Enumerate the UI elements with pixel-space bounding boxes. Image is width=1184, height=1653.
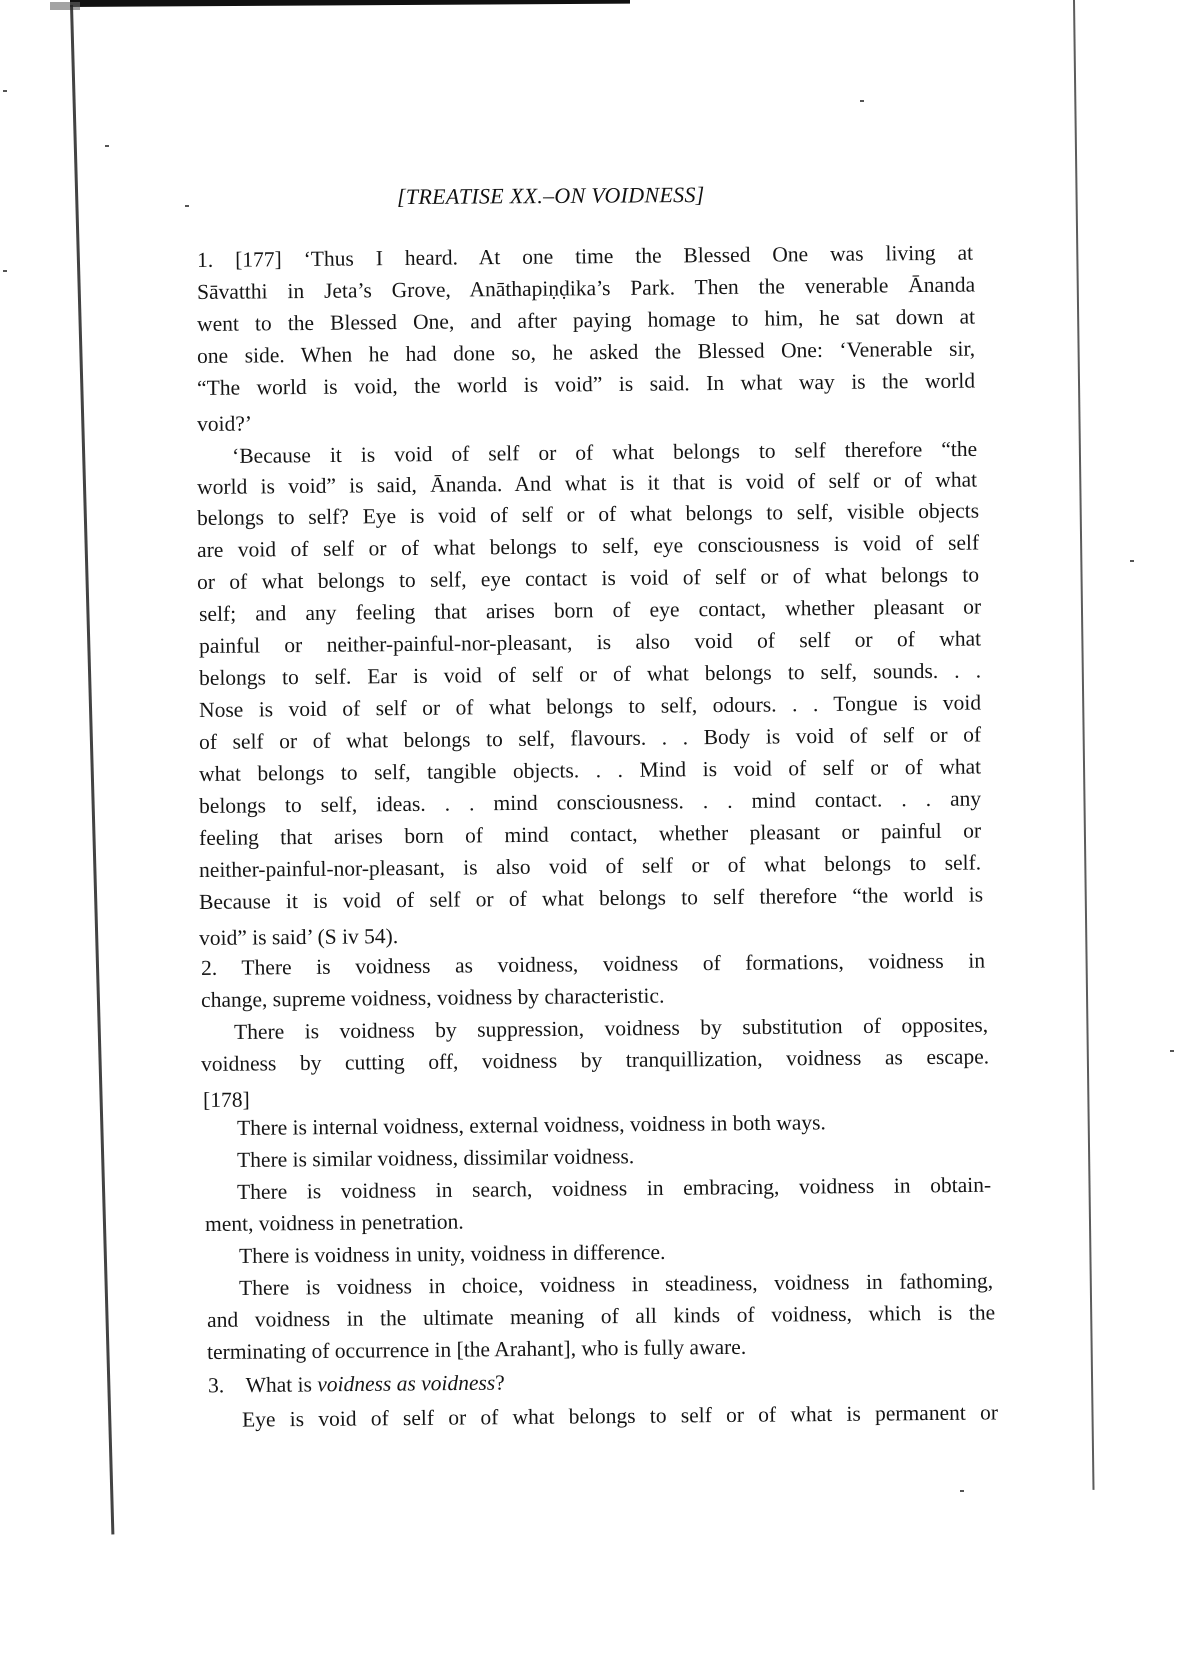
text-line: belongs to self? Eye is void of self or of what belongs to self, visible objects: [196, 498, 980, 530]
text-line: void” is said’ (S iv 54).: [198, 924, 399, 950]
text-line: Nose is void of self or of what belongs to self, odours. . . Tongue is void: [198, 690, 982, 722]
scan-speck: [105, 145, 109, 147]
section-question-term: voidness as voidness: [317, 1370, 496, 1397]
text-line: 2. There is voidness as voidness, voidness of formations, voidness in: [200, 948, 986, 980]
text-line: world is void” is said, Ānanda. And what is it that is void of self or of what: [196, 467, 978, 499]
text-line: terminating of occurrence in [the Arahant], who is fully aware.: [206, 1334, 747, 1364]
text-line: change, supreme voidness, voidness by characteristic.: [200, 983, 665, 1012]
text-line: ment, voidness in penetration.: [204, 1209, 464, 1236]
text-line: of self or of what belongs to self, flavours. . . Body is void of self or of: [198, 722, 982, 754]
text-line: There is voidness in unity, voidness in difference.: [238, 1239, 666, 1268]
text-line: belongs to self, ideas. . . mind consciousness. . . mind contact. . . any: [198, 786, 982, 818]
text-line: neither-painful-nor-pleasant, is also void of self or of what belongs to self.: [198, 850, 982, 882]
text-line: Sāvatthi in Jeta’s Grove, Anāthapiṇḍika’s Park. Then the venerable Ānanda: [196, 272, 976, 304]
scan-speck: [860, 100, 864, 102]
scan-speck: [960, 1490, 964, 1492]
scan-top-edge-fade: [50, 2, 80, 10]
scan-right-page-edge: [1073, 0, 1095, 1490]
text-line: 1. [177] ‘Thus I heard. At one time the Blessed One was living at: [196, 240, 974, 272]
scan-left-page-edge: [70, 5, 114, 1535]
text-line: went to the Blessed One, and after paying homage to him, he sat down at: [196, 304, 976, 336]
text-line: and voidness in the ultimate meaning of all kinds of voidness, which is the: [206, 1300, 996, 1332]
section-question-prefix: What is: [245, 1372, 318, 1398]
text-line: void?’: [196, 411, 253, 436]
section-3-continuation: Eye is void of self or of what belongs to self or of what is permanent or: [241, 1400, 999, 1432]
text-line: voidness by cutting off, voidness by tranquillization, voidness as escape.: [200, 1044, 990, 1076]
text-line: There is similar voidness, dissimilar voidness.: [236, 1144, 635, 1172]
text-line: what belongs to self, tangible objects. . . Mind is void of self or of what: [198, 754, 982, 786]
text-line: There is voidness by suppression, voidness by substitution of opposites,: [233, 1012, 989, 1044]
text-line: “The world is void, the world is void” is said. In what way is the world: [196, 368, 976, 400]
text-line: or of what belongs to self, eye contact is void of self or of what belongs to: [196, 562, 980, 594]
text-line: painful or neither-painful-nor-pleasant, is also void of self or of what: [198, 626, 982, 658]
text-line: Because it is void of self or of what belongs to self therefore “the world is: [198, 882, 984, 914]
text-line: ‘Because it is void of self or of what belongs to self therefore “the: [231, 436, 978, 468]
scan-speck: [3, 270, 7, 272]
section-3-heading: [207, 1370, 505, 1398]
scan-speck: [1170, 1050, 1174, 1052]
text-line: [178]: [202, 1087, 250, 1112]
text-line: belongs to self. Ear is void of self or of what belongs to self, sounds. . .: [198, 658, 982, 690]
text-line: self; and any feeling that arises born of eye contact, whether pleasant or: [198, 594, 982, 626]
text-line: There is voidness in search, voidness in embracing, voidness in obtain-: [236, 1172, 992, 1204]
text-line: one side. When he had done so, he asked the Blessed One: ‘Venerable sir,: [196, 336, 976, 368]
text-line: feeling that arises born of mind contact, whether pleasant or painful or: [198, 818, 982, 850]
text-line: There is voidness in choice, voidness in steadiness, voidness in fathoming,: [238, 1268, 994, 1300]
text-line: are void of self or of what belongs to self, eye consciousness is void of self: [196, 530, 980, 562]
text-line: There is internal voidness, external voidness, voidness in both ways.: [236, 1110, 826, 1140]
section-number: 3.: [207, 1373, 225, 1398]
treatise-title: [TREATISE XX.–ON VOIDNESS]: [396, 181, 705, 210]
scan-speck: [3, 90, 7, 92]
scan-speck: [185, 205, 189, 207]
scan-speck: [1130, 560, 1134, 562]
section-question-suffix: ?: [495, 1370, 505, 1395]
scan-top-edge-shadow: [70, 0, 630, 7]
